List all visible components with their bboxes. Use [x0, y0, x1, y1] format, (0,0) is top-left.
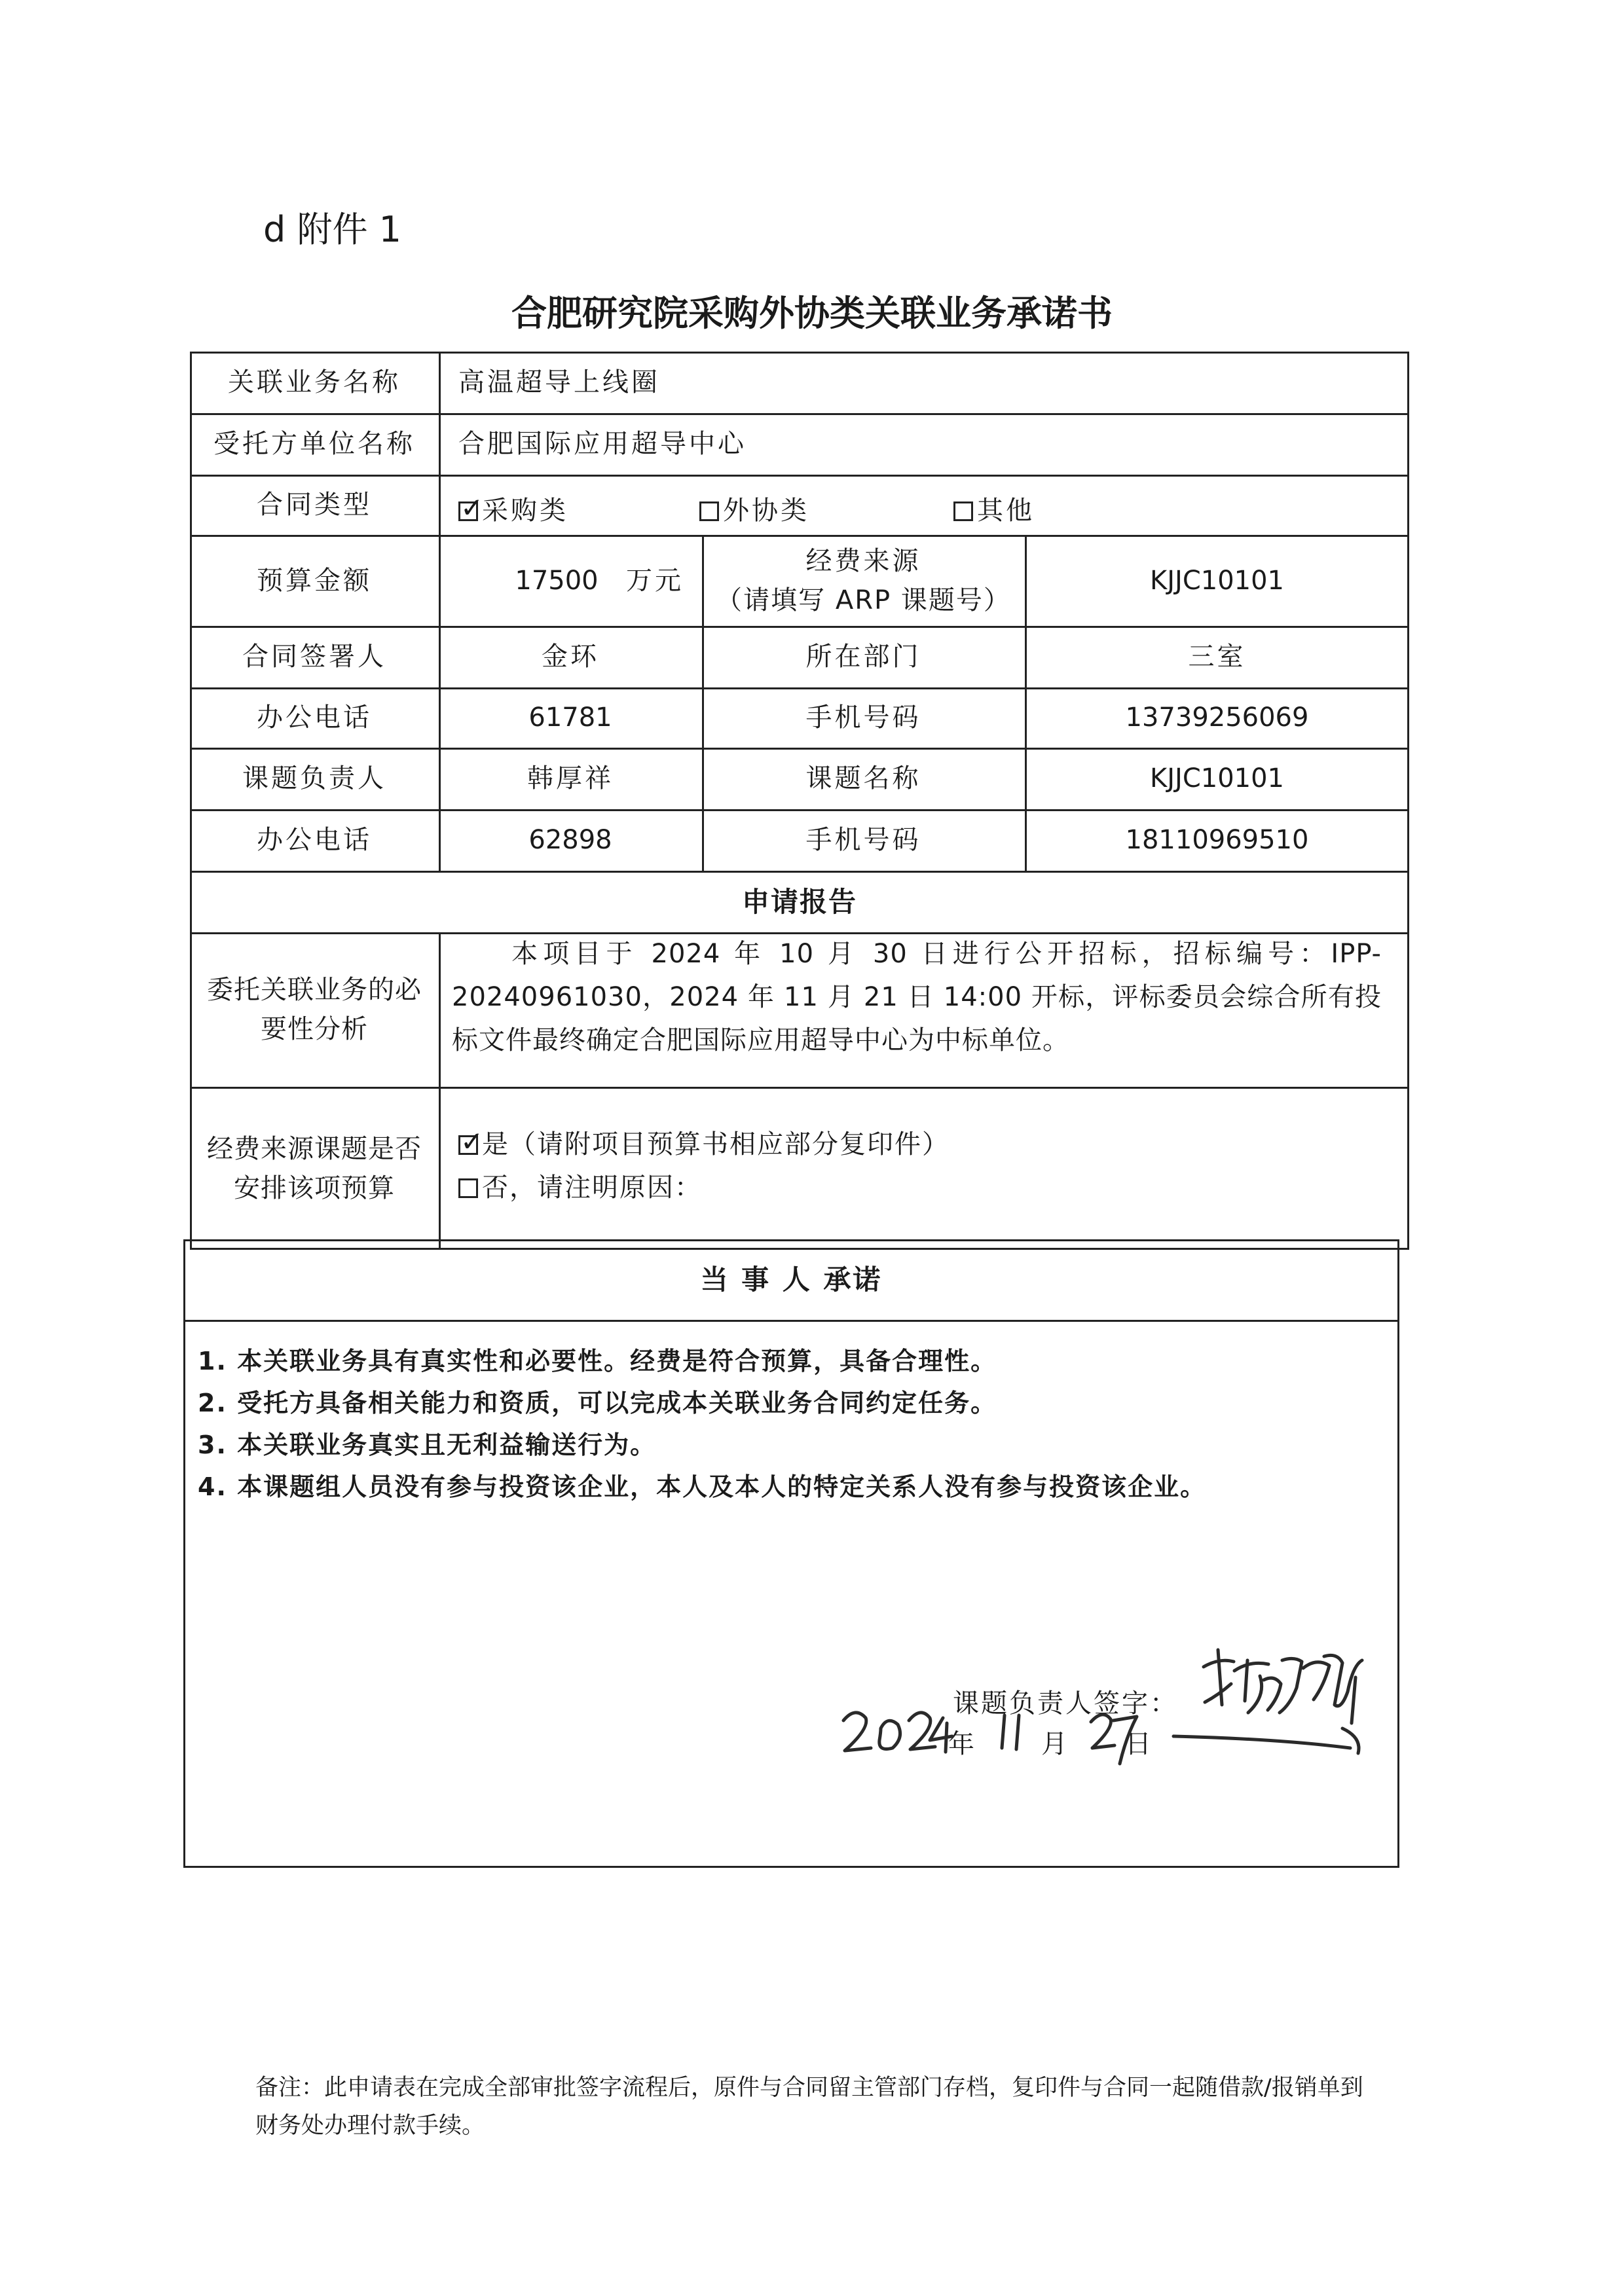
date-year-unit: 年: [948, 1729, 974, 1759]
project-name-value: KJJC10101: [1150, 763, 1284, 793]
lead-office-phone: 62898: [528, 825, 612, 855]
commitment-item: 3. 本关联业务真实且无利益输送行为。: [198, 1430, 657, 1459]
commitment-item: 2. 受托方具备相关能力和资质，可以完成本关联业务合同约定任务。: [198, 1389, 997, 1417]
commitment-item: 1. 本关联业务具有真实性和必要性。经费是符合预算，具备合理性。: [198, 1347, 997, 1376]
annex-label: d 附件 1: [263, 209, 401, 250]
budget-amount: 17500: [515, 565, 599, 596]
necessity-analysis: 本项目于 2024 年 10 月 30 日进行公开招标，招标编号：IPP-20240961030，2024 年 11 月 21 日 14:00 开标，评标委员会综合所有投标文件最终确定合肥国际应用超导中心为中标单位。: [452, 939, 1382, 1055]
entrusted-unit-label: 受托方单位名称: [213, 429, 415, 459]
signature-label: 课题负责人签字：: [953, 1688, 1178, 1719]
budget-label: 预算金额: [257, 565, 372, 596]
signer-mobile: 13739256069: [1125, 702, 1309, 733]
project-lead-label: 课题负责人: [242, 763, 386, 793]
check-mark-icon: ✓: [460, 1125, 485, 1157]
funding-source-label: 经费来源 （请填写 ARP 课题号）: [716, 545, 1011, 615]
budget-unit: 万元: [626, 565, 684, 596]
lead-mobile-label: 手机号码: [805, 825, 921, 855]
signer-office-phone-label: 办公电话: [257, 702, 372, 733]
handwritten-date-day: [1091, 1715, 1137, 1764]
document-title: 合肥研究院采购外协类关联业务承诺书: [511, 293, 1113, 334]
project-lead-name: 韩厚祥: [527, 763, 614, 793]
budget-no-option[interactable]: 否，请注明原因：: [458, 1167, 702, 1204]
footnote: 备注：此申请表在完成全部审批签字流程后，原件与合同留主管部门存档，复印件与合同一起随借款/报销单到财务处办理付款手续。: [255, 2075, 1363, 2139]
signature-icon: [1173, 1650, 1362, 1753]
entrusted-unit-value: 合肥国际应用超导中心: [458, 429, 747, 459]
signer-office-phone: 61781: [528, 702, 612, 733]
contract-type-option-outsourcing[interactable]: 外协类: [699, 490, 809, 527]
business-name-label: 关联业务名称: [228, 367, 401, 397]
project-name-label: 课题名称: [805, 763, 921, 793]
contract-type-option-other[interactable]: 其他: [953, 490, 1035, 527]
lead-office-phone-label: 办公电话: [257, 825, 372, 855]
handwritten-date-month: [1002, 1715, 1019, 1749]
check-mark-icon: ✓: [460, 492, 487, 524]
signer-mobile-label: 手机号码: [805, 702, 921, 733]
contract-type-label: 合同类型: [257, 490, 372, 520]
department-label: 所在部门: [805, 642, 921, 672]
date-month-unit: 月: [1041, 1729, 1067, 1759]
date-day-unit: 日: [1125, 1729, 1151, 1759]
signer-name: 金环: [542, 642, 599, 672]
funding-source-value: KJJC10101: [1150, 565, 1284, 596]
signer-label: 合同签署人: [242, 642, 386, 672]
budget-check-label: 经费来源课题是否 安排该项预算: [207, 1133, 422, 1203]
lead-mobile: 18110969510: [1125, 825, 1309, 855]
necessity-label: 委托关联业务的必 要性分析: [207, 975, 422, 1044]
contract-type-option-purchase[interactable]: ✓ 采购类: [458, 490, 568, 527]
handwritten-date-year: [843, 1713, 952, 1752]
commitment-item: 4. 本课题组人员没有参与投资该企业，本人及本人的特定关系人没有参与投资该企业。: [198, 1472, 1207, 1501]
budget-yes-option[interactable]: ✓ 是（请附项目预算书相应部分复印件）: [458, 1123, 950, 1161]
department-value: 三室: [1188, 642, 1246, 672]
commitment-heading: 当 事 人 承诺: [700, 1264, 883, 1296]
application-heading: 申请报告: [741, 885, 857, 918]
business-name-value: 高温超导上线圈: [458, 367, 660, 397]
